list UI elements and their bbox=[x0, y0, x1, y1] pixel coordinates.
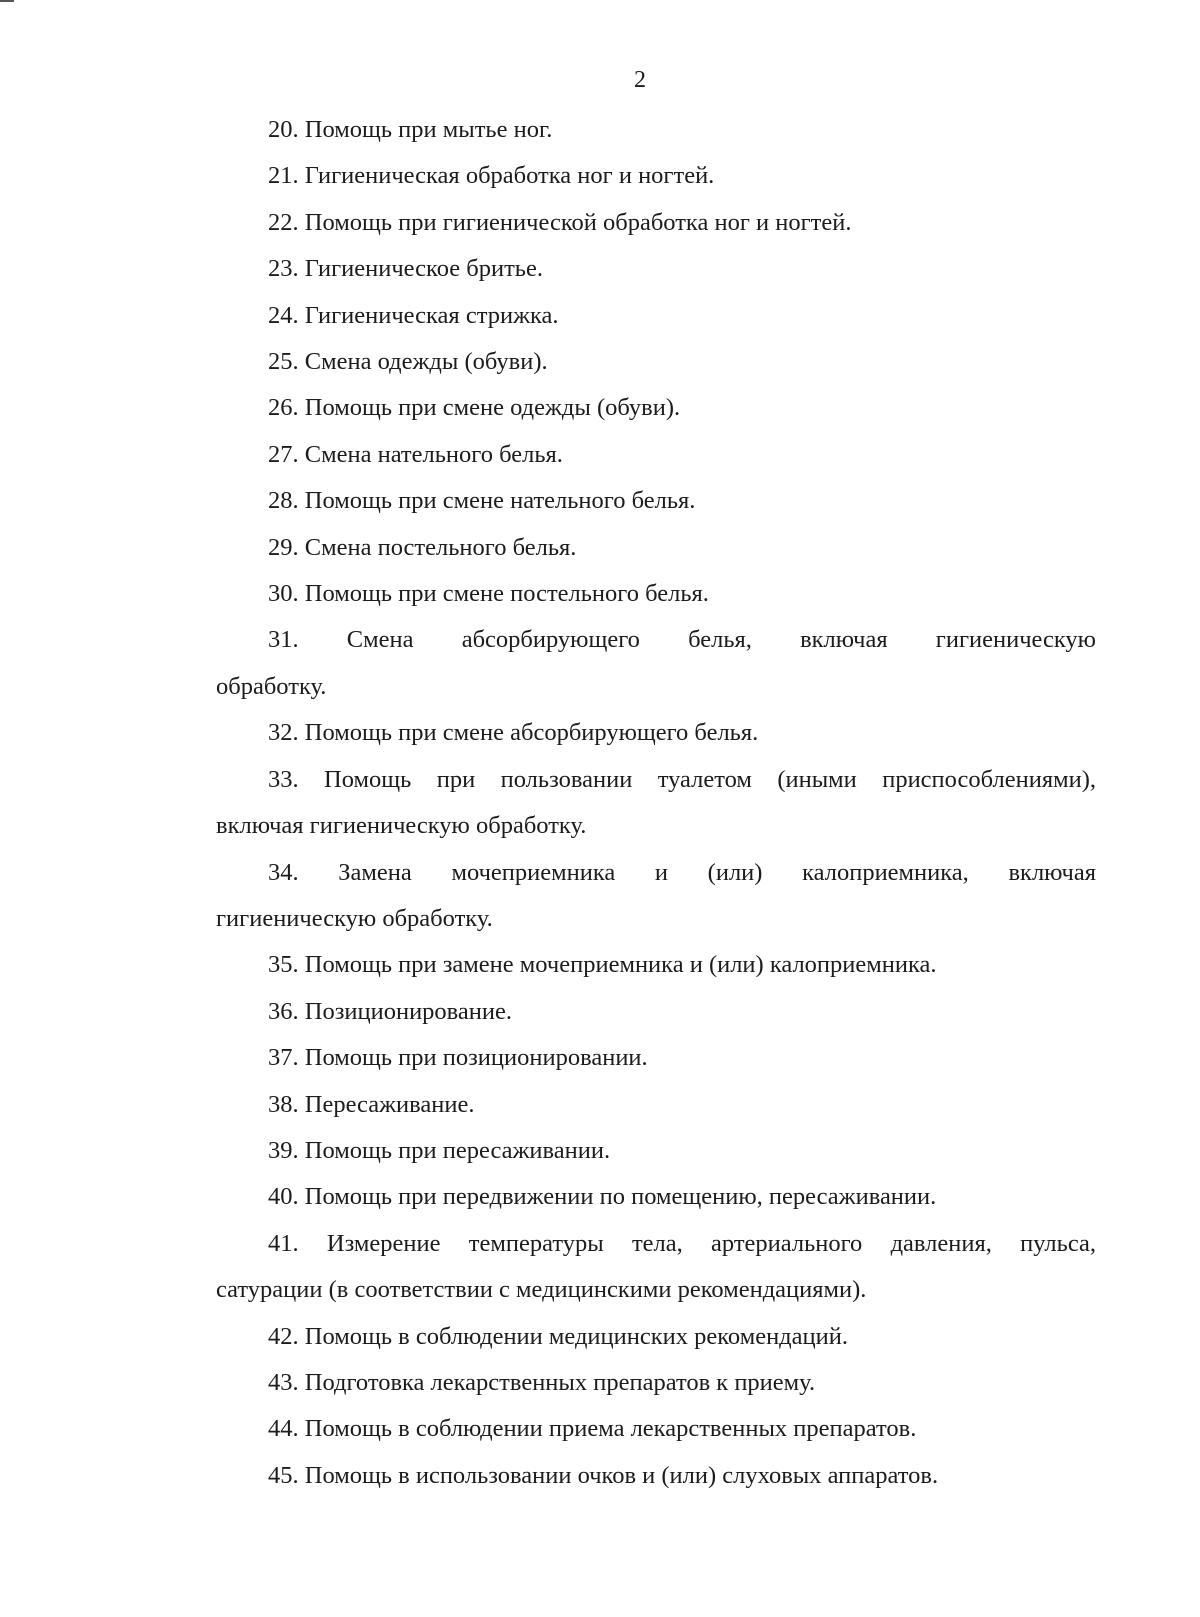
list-item-continuation: гигиеническую обработку. bbox=[216, 904, 493, 932]
list-item-first-line: 31. Смена абсорбирующего белья, включая гигиеническую bbox=[268, 626, 1096, 654]
list-item: 44. Помощь в соблюдении приема лекарственных препаратов. bbox=[268, 1415, 917, 1443]
list-item: 35. Помощь при замене мочеприемника и (или) калоприемника. bbox=[268, 951, 937, 979]
list-item: 23. Гигиеническое бритье. bbox=[268, 255, 543, 283]
list-item: 25. Смена одежды (обуви). bbox=[268, 348, 548, 376]
list-item: 24. Гигиеническая стрижка. bbox=[268, 301, 559, 329]
list-item: 32. Помощь при смене абсорбирующего белья. bbox=[268, 719, 759, 747]
list-item: 21. Гигиеническая обработка ног и ногтей. bbox=[268, 162, 715, 190]
list-item-continuation: включая гигиеническую обработку. bbox=[216, 812, 587, 840]
list-item: 38. Пересаживание. bbox=[268, 1090, 475, 1118]
list-item: 36. Позиционирование. bbox=[268, 997, 513, 1025]
list-item-first-line: 34. Замена мочеприемника и (или) калоприемника, включая bbox=[268, 858, 1096, 886]
list-item: 39. Помощь при пересаживании. bbox=[268, 1136, 611, 1164]
list-item bbox=[216, 850, 1096, 943]
list-item: 30. Помощь при смене постельного белья. bbox=[268, 580, 709, 608]
list-item-continuation: сатурации (в соответствии с медицинскими рекомендациями). bbox=[216, 1276, 867, 1304]
list-item-first-line: 33. Помощь при пользовании туалетом (иными приспособлениями), bbox=[268, 765, 1096, 793]
list-item: 26. Помощь при смене одежды (обуви). bbox=[268, 394, 681, 422]
scan-corner-mark bbox=[0, 0, 14, 2]
list-item: 42. Помощь в соблюдении медицинских рекомендаций. bbox=[268, 1322, 848, 1350]
service-list bbox=[216, 107, 1096, 1499]
list-item-continuation: обработку. bbox=[216, 672, 327, 700]
list-item: 29. Смена постельного белья. bbox=[268, 533, 577, 561]
list-item: 37. Помощь при позиционировании. bbox=[268, 1044, 648, 1072]
list-item: 40. Помощь при передвижении по помещению, пересаживании. bbox=[268, 1183, 937, 1211]
list-item: 22. Помощь при гигиенической обработка ног и ногтей. bbox=[268, 208, 852, 236]
list-item bbox=[216, 1221, 1096, 1314]
list-item: 28. Помощь при смене нательного белья. bbox=[268, 487, 696, 515]
list-item: 27. Смена нательного белья. bbox=[268, 440, 563, 468]
list-item: 45. Помощь в использовании очков и (или) слуховых аппаратов. bbox=[268, 1461, 939, 1489]
list-item: 20. Помощь при мытье ног. bbox=[268, 116, 553, 143]
list-item bbox=[216, 757, 1096, 850]
list-item: 43. Подготовка лекарственных препаратов к приему. bbox=[268, 1368, 816, 1396]
list-item bbox=[216, 617, 1096, 710]
page-number: 2 bbox=[634, 67, 646, 93]
list-item-first-line: 41. Измерение температуры тела, артериального давления, пульса, bbox=[268, 1229, 1096, 1257]
